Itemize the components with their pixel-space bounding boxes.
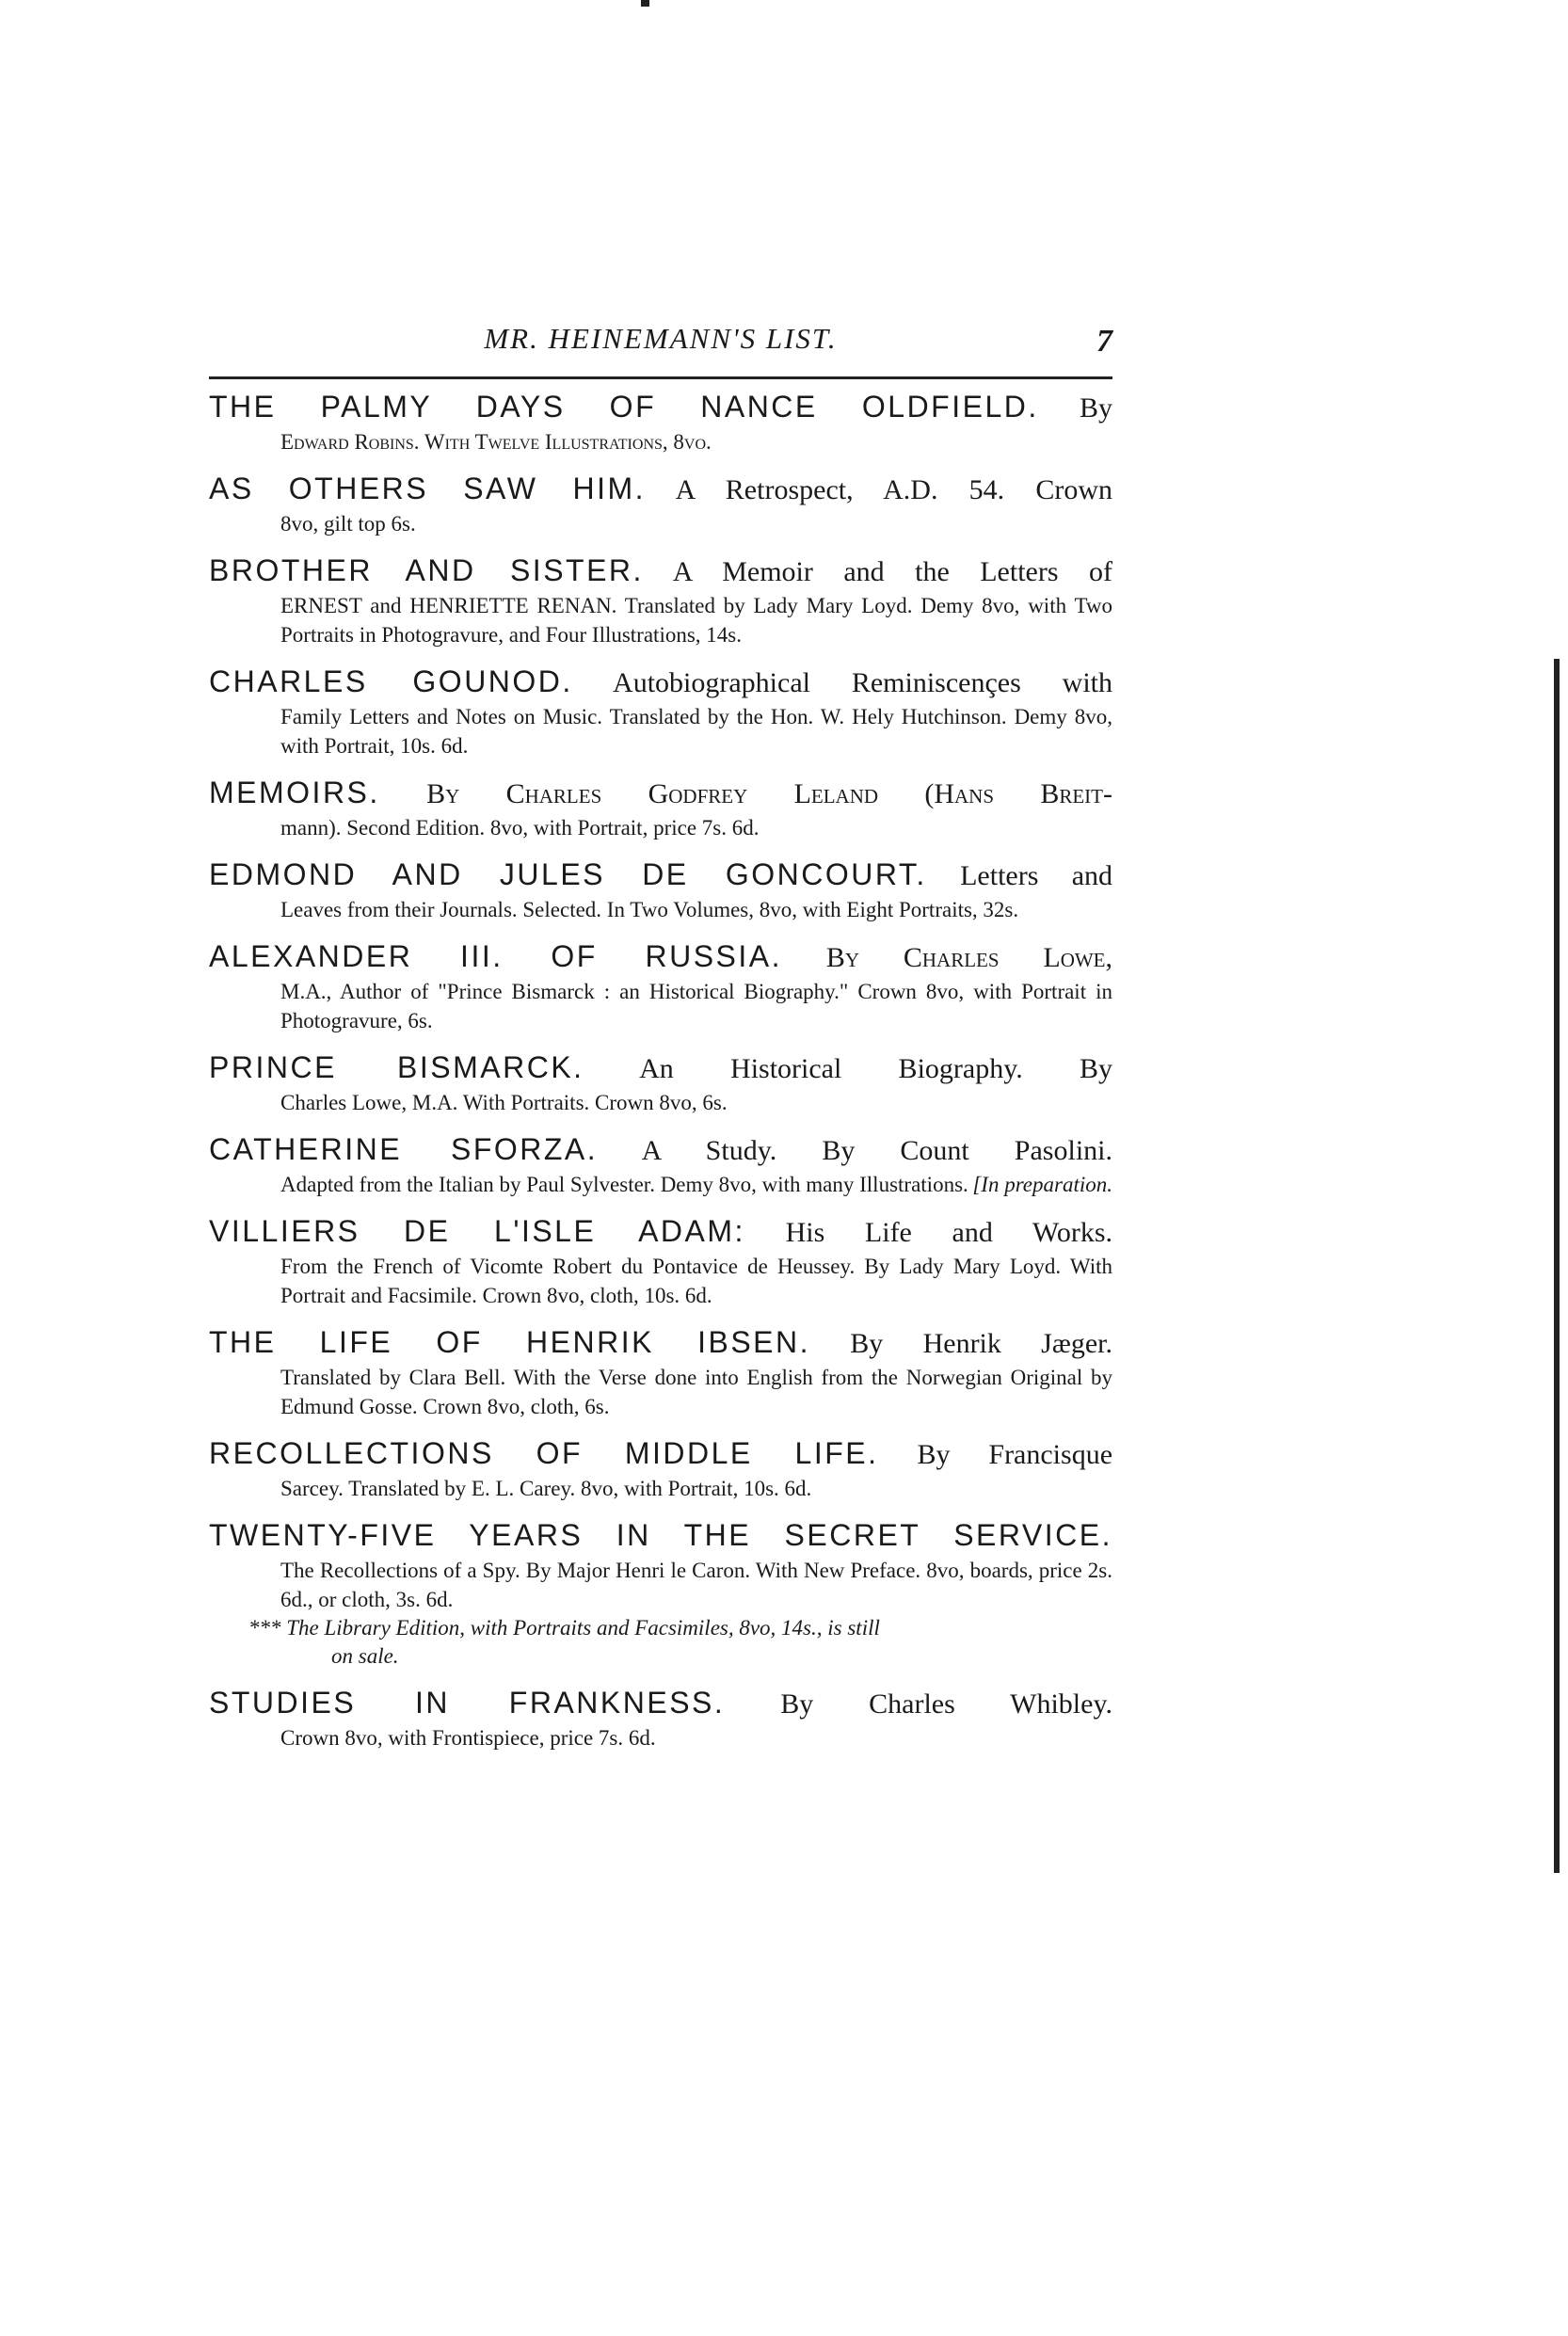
page-number: 7: [1096, 324, 1112, 359]
entry-title: THE PALMY DAYS OF NANCE OLDFIELD.: [209, 390, 1039, 424]
list-item: [209, 388, 1112, 456]
status-note: [In preparation.: [972, 1173, 1112, 1196]
entry-heading: [209, 388, 1112, 427]
entry-heading-rest: By: [1079, 392, 1112, 424]
entry-heading: [209, 1323, 1112, 1363]
entry-heading-rest: A Retrospect, A.D. 54. Crown: [675, 474, 1113, 505]
list-item: [209, 1212, 1112, 1310]
entry-title: STUDIES IN FRANKNESS.: [209, 1686, 726, 1720]
entry-description: Edward Robins. With Twelve Illustrations, 8vo.: [280, 430, 712, 454]
list-item: [209, 774, 1112, 842]
entry-heading: [209, 1434, 1112, 1474]
entry-heading: [209, 1048, 1112, 1088]
edition-note: [248, 1614, 1112, 1671]
list-item: [209, 552, 1112, 649]
list-item: [209, 1684, 1112, 1752]
entry-heading-rest: By Francisque: [917, 1439, 1113, 1470]
entry-heading-rest: Letters and: [960, 860, 1113, 891]
entry-heading-rest: By Charles Godfrey Leland (Hans Breit-: [426, 778, 1112, 809]
entry-heading-rest: A Memoir and the Letters of: [672, 556, 1112, 587]
entry-description-text: Adapted from the Italian by Paul Sylvester. Demy 8vo, with many Illustrations.: [280, 1173, 968, 1196]
entry-heading: [209, 1516, 1112, 1556]
list-item: [209, 470, 1112, 538]
entry-heading: [209, 1212, 1112, 1252]
entry-title: CATHERINE SFORZA.: [209, 1132, 599, 1166]
entry-heading: [209, 663, 1112, 702]
entry-heading-rest: Autobiographical Reminiscençes with: [613, 667, 1112, 698]
entry-title: BROTHER AND SISTER.: [209, 553, 644, 587]
entry-description: The Recollections of a Spy. By Major Henri le Caron. With New Preface. 8vo, boards, price 2s. 6d., or cloth, 3s. 6d.: [280, 1559, 1112, 1611]
entry-description: Sarcey. Translated by E. L. Carey. 8vo, with Portrait, 10s. 6d.: [280, 1477, 812, 1500]
entry-title: AS OTHERS SAW HIM.: [209, 472, 647, 505]
entry-description: Crown 8vo, with Frontispiece, price 7s. 6d.: [280, 1726, 656, 1750]
entry-title: ALEXANDER III. OF RUSSIA.: [209, 939, 783, 973]
entry-description: Leaves from their Journals. Selected. In Two Volumes, 8vo, with Eight Portraits, 32s.: [280, 898, 1019, 921]
entry-title: MEMOIRS.: [209, 776, 380, 809]
entry-title: PRINCE BISMARCK.: [209, 1050, 584, 1084]
list-item: [209, 663, 1112, 760]
entry-title: RECOLLECTIONS OF MIDDLE LIFE.: [209, 1436, 879, 1470]
entry-title: CHARLES GOUNOD.: [209, 664, 573, 698]
entry-heading-rest: By Henrik Jæger.: [850, 1328, 1113, 1359]
entry-heading-rest: An Historical Biography. By: [639, 1053, 1112, 1084]
entry-heading: [209, 1130, 1112, 1170]
entry-heading: [209, 856, 1112, 895]
page-header: [209, 316, 1112, 379]
entry-heading-rest: By Charles Lowe,: [825, 942, 1113, 973]
list-item: [209, 856, 1112, 924]
entry-description: Family Letters and Notes on Music. Translated by the Hon. W. Hely Hutchinson. Demy 8vo, with Portrait, 10s. 6d.: [280, 705, 1112, 758]
running-title: MR. HEINEMANN'S LIST.: [484, 322, 838, 355]
list-item: [209, 1434, 1112, 1503]
entry-description: ERNEST and HENRIETTE RENAN. Translated by Lady Mary Loyd. Demy 8vo, with Two Portraits in Photogravure, and Four Illustrations, 14s.: [280, 594, 1112, 647]
list-item: [209, 1048, 1112, 1117]
book-list: [209, 388, 1112, 1766]
entry-title: VILLIERS DE L'ISLE ADAM:: [209, 1214, 745, 1248]
entry-title: TWENTY-FIVE YEARS IN THE SECRET SERVICE.: [209, 1518, 1112, 1552]
entry-heading: [209, 1684, 1112, 1723]
entry-title: THE LIFE OF HENRIK IBSEN.: [209, 1325, 811, 1359]
entry-description: Charles Lowe, M.A. With Portraits. Crown 8vo, 6s.: [280, 1091, 728, 1114]
entry-description: 8vo, gilt top 6s.: [280, 512, 416, 536]
page-mark-top: [641, 0, 649, 7]
entry-title: EDMOND AND JULES DE GONCOURT.: [209, 857, 927, 891]
entry-heading-rest: A Study. By Count Pasolini.: [641, 1135, 1112, 1166]
edition-note-line: *** The Library Edition, with Portraits and Facsimiles, 8vo, 14s., is still: [248, 1616, 880, 1640]
entry-heading: [209, 470, 1112, 509]
entry-description: From the French of Vicomte Robert du Pontavice de Heussey. By Lady Mary Loyd. With Portrait and Facsimile. Crown 8vo, cloth, 10s. 6d.: [280, 1255, 1112, 1307]
entry-description: M.A., Author of "Prince Bismarck : an Historical Biography." Crown 8vo, with Portrait in Photogravure, 6s.: [280, 980, 1112, 1032]
list-item: [209, 1516, 1112, 1671]
list-item: [209, 1130, 1112, 1199]
entry-heading: [209, 774, 1112, 813]
edition-note-continuation: on sale.: [331, 1644, 399, 1668]
entry-heading: [209, 937, 1112, 977]
entry-description: Translated by Clara Bell. With the Verse done into English from the Norwegian Original by Edmund Gosse. Crown 8vo, cloth, 6s.: [280, 1366, 1112, 1418]
list-item: [209, 937, 1112, 1035]
binding-edge-mark: [1554, 659, 1560, 1873]
entry-description: mann). Second Edition. 8vo, with Portrait, price 7s. 6d.: [280, 816, 760, 840]
entry-heading-rest: His Life and Works.: [785, 1217, 1113, 1248]
list-item: [209, 1323, 1112, 1421]
entry-heading-rest: By Charles Whibley.: [780, 1688, 1113, 1720]
entry-heading: [209, 552, 1112, 591]
entry-description: [280, 1170, 1112, 1199]
